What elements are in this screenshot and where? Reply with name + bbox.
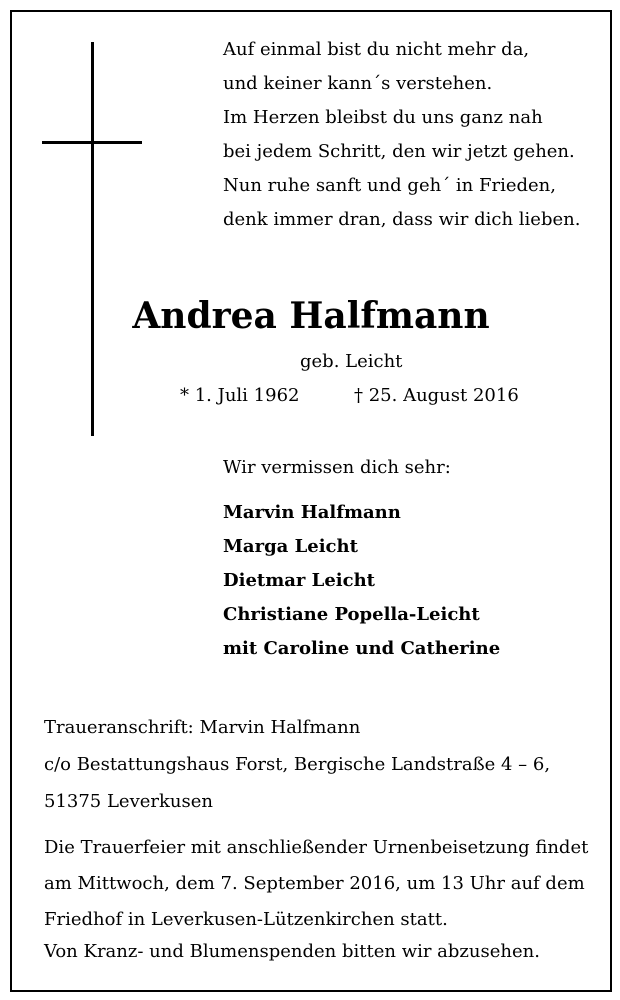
- poem-line: denk immer dran, dass wir dich lieben.: [223, 209, 581, 230]
- ceremony-line: am Mittwoch, dem 7. September 2016, um 13 Uhr auf dem: [44, 873, 585, 894]
- mourning-address: [44, 709, 550, 820]
- address-line: Traueranschrift: Marvin Halfmann: [44, 717, 361, 738]
- address-line: 51375 Leverkusen: [44, 791, 213, 812]
- poem: [223, 33, 593, 237]
- poem-line: bei jedem Schritt, den wir jetzt gehen.: [223, 141, 575, 162]
- birth-date: * 1. Juli 1962: [180, 385, 300, 406]
- mourner-name: Marvin Halfmann: [223, 502, 401, 523]
- mourner-name: Christiane Popella-Leicht: [223, 604, 480, 625]
- mourners-list: [223, 496, 500, 666]
- deceased-name: Andrea Halfmann: [132, 295, 490, 337]
- mourners-intro: Wir vermissen dich sehr:: [223, 457, 451, 478]
- obituary-notice: [10, 10, 612, 992]
- ceremony-line: Friedhof in Leverkusen-Lützenkirchen statt.: [44, 909, 448, 930]
- birth-name: geb. Leicht: [300, 351, 403, 372]
- mourner-name: Marga Leicht: [223, 536, 358, 557]
- cross-icon-bar: [42, 141, 142, 144]
- poem-line: und keiner kann´s verstehen.: [223, 73, 493, 94]
- poem-line: Im Herzen bleibst du uns ganz nah: [223, 107, 543, 128]
- mourner-name: mit Caroline und Catherine: [223, 638, 501, 659]
- flowers-note: Von Kranz- und Blumenspenden bitten wir abzusehen.: [44, 941, 540, 962]
- poem-line: Nun ruhe sanft und geh´ in Frieden,: [223, 175, 556, 196]
- cross-icon: [91, 42, 94, 436]
- ceremony-info: [44, 830, 588, 938]
- death-date: † 25. August 2016: [354, 385, 519, 406]
- address-line: c/o Bestattungshaus Forst, Bergische Landstraße 4 – 6,: [44, 754, 551, 775]
- ceremony-line: Die Trauerfeier mit anschließender Urnenbeisetzung findet: [44, 837, 589, 858]
- mourner-name: Dietmar Leicht: [223, 570, 375, 591]
- poem-line: Auf einmal bist du nicht mehr da,: [223, 39, 530, 60]
